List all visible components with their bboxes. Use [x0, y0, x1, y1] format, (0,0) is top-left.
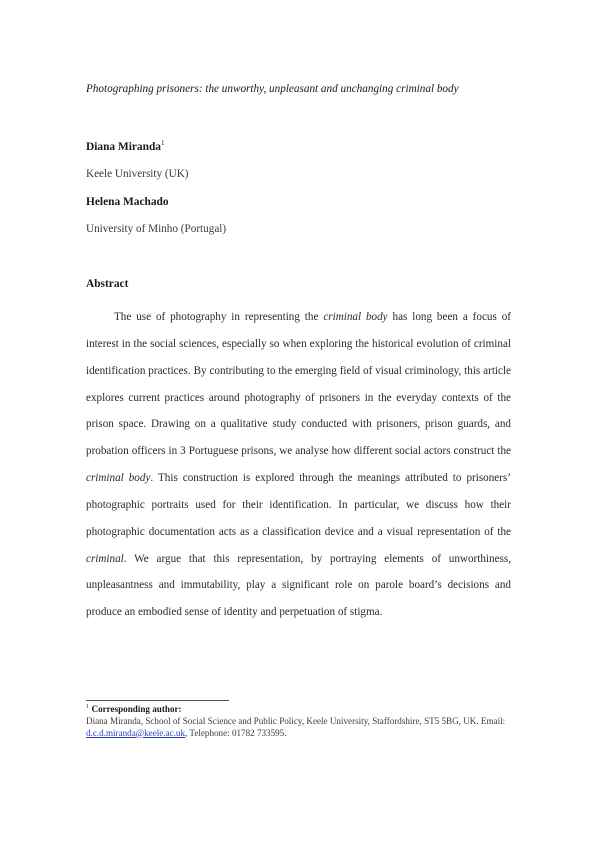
footnote-mark: 1	[86, 702, 90, 710]
author-name-1-text: Diana Miranda	[86, 141, 161, 153]
paper-title: Photographing prisoners: the unworthy, unpleasant and unchanging criminal body	[86, 83, 459, 95]
footnote-line: , Telephone: 01782 733595.	[185, 727, 287, 738]
abstract-text: . We argue that this representation, by portraying elements of unworthiness, unpleasantness and immutability, play a significant role on parole board’s decisions and produce an embodied sense of identity and perpetuation of stigma.	[86, 552, 511, 619]
author-affiliation-2: University of Minho (Portugal)	[86, 223, 227, 235]
author-affiliation-1: Keele University (UK)	[86, 168, 189, 180]
footnote-text	[86, 716, 511, 740]
footnote-divider	[86, 700, 229, 701]
footnote	[86, 704, 511, 739]
abstract-emphasis: criminal	[86, 552, 124, 565]
abstract-emphasis: criminal body	[86, 472, 151, 485]
author-name-1	[86, 141, 165, 153]
footnote-heading-text: Corresponding author:	[91, 704, 182, 714]
footnote-line: Diana Miranda, School of Social Science and Public Policy, Keele University, Staffordshire, ST5 5BG, UK. Email:	[86, 715, 506, 726]
abstract-emphasis: criminal body	[323, 311, 388, 323]
abstract-body	[86, 304, 511, 626]
abstract-text: The use of photography in representing the	[114, 311, 324, 323]
author-name-2-text: Helena Machado	[86, 196, 169, 208]
author-footnote-mark: 1	[161, 139, 165, 148]
footnote-email-link[interactable]: d.c.d.miranda@keele.ac.uk	[86, 727, 186, 738]
abstract-text: . This construction is explored through the meanings attributed to prisoners’ photographic portraits used for their identification. In particular, we discuss how their photographic documentation acts as a classification device and a visual representation of the	[86, 472, 512, 538]
abstract-text: has long been a focus of interest in the social sciences, especially so when exploring the historical evolution of criminal identification practices. By contributing to the emerging field of visual criminology, this article explores current practices around photography of prisoners in the everyday contexts of the prison space. Drawing on a qualitative study conducted with prisoners, prison guards, and probation officers in 3 Portuguese prisons, we analyse how different social actors construct the	[86, 311, 511, 458]
author-name-2	[86, 196, 169, 208]
abstract-heading: Abstract	[86, 278, 129, 290]
footnote-heading	[86, 704, 511, 716]
